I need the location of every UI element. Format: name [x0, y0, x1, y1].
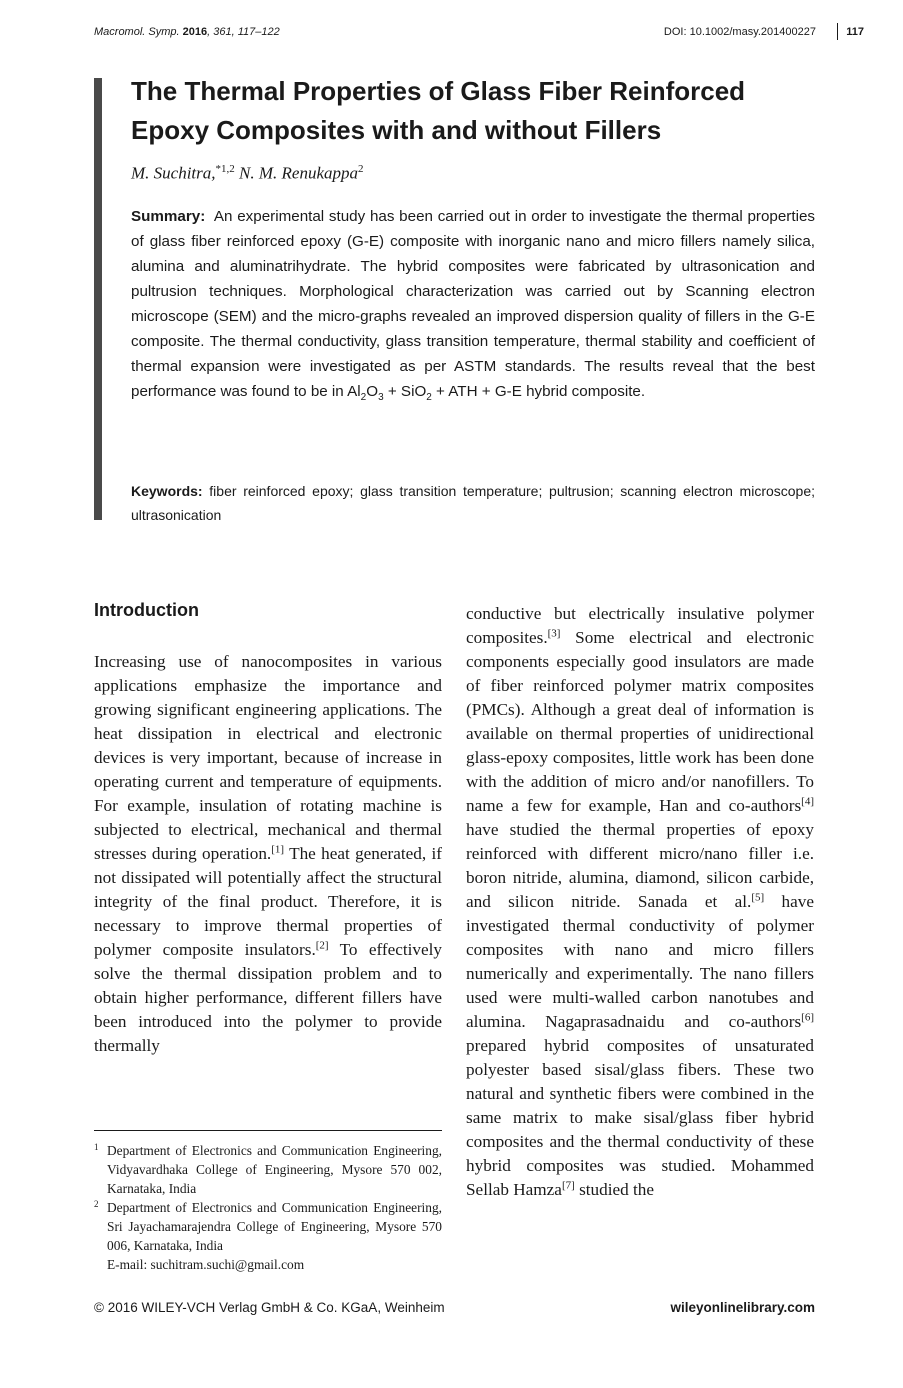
footnote-divider [94, 1130, 442, 1131]
body-text-right-column: conductive but electrically insulative polymer composites.[3] Some electrical and electronic components especially good insulators are made of fiber reinforced polymer matrix composites (PMCs). Although a great deal of information is available on thermal properties of unidirectional glass-epoxy composites, little work has been done with the addition of micro and/or nanofillers. To name a few for example, Han and co-authors[4] have studied the thermal properties of epoxy reinforced with different micro/nano filler i.e. boron nitride, alumina, diamond, silicon carbide, and silicon nitride. Sanada et al.[5] have investigated thermal conductivity of polymer composites with nano and micro fillers numerically and experimentally. The nano fillers used were multi-walled carbon nanotubes and alumina. Nagaprasadnaidu and co-authors[6] prepared hybrid composites of unsaturated polyester based sisal/glass fibers. These two natural and synthetic fibers were combined in the same matrix to make sisal/glass fiber hybrid composites and the thermal conductivity of these hybrid composites was studied. Mohammed Sellab Hamza[7] studied the [466, 604, 814, 1199]
publisher-website-link[interactable]: wileyonlinelibrary.com [670, 1300, 815, 1315]
citation-ref[interactable]: [3] [547, 627, 561, 640]
citation-ref[interactable]: [5] [751, 891, 765, 904]
author-affiliation-mark: *1,2 [215, 163, 235, 175]
doi-text: DOI: 10.1002/masy.201400227 [663, 26, 816, 38]
footnote-email[interactable]: E-mail: suchitram.suchi@gmail.com [107, 1257, 305, 1272]
section-heading-introduction: Introduction [94, 600, 199, 620]
keywords-label: Keywords: [131, 483, 203, 499]
journal-name: Macromol. Symp. [94, 26, 180, 38]
summary-formula: $Al_2O_3 + SiO_2$ + ATH + G-E hybrid composite. [347, 383, 646, 404]
journal-year: 2016 [182, 26, 208, 38]
body-text-left-column: Increasing use of nanocomposites in various applications emphasize the importance and growing significant engineering applications. The heat dissipation in electrical and electronic devices is very important, because of increase in operating current and temperature of equipments. For example, insulation of rotating machine is subjected to electrical, mechanical and thermal stresses during operation.[1] The heat generated, if not dissipated will potentially affect the structural integrity of the final product. Therefore, it is necessary to improve thermal properties of polymer composite insulators.[2] To effectively solve the thermal dissipation problem and to obtain higher performance, different fillers have been introduced into the polymer to provide thermally [94, 652, 443, 1055]
keywords-text: fiber reinforced epoxy; glass transition temperature; pultrusion; scanning electron microscope; ultrasonication [131, 483, 816, 523]
citation-ref[interactable]: [7] [561, 1179, 575, 1192]
footnote-affiliation-1: 1 Department of Electronics and Communication Engineering, Vidyavardhaka College of Engineering, Mysore 570 002, Karnataka, India [94, 1141, 442, 1198]
page-number: 117 [846, 26, 864, 38]
running-header [94, 26, 866, 42]
citation-ref[interactable]: [4] [801, 795, 814, 808]
citation-ref[interactable]: [6] [801, 1011, 814, 1024]
footnote-mark: 2 [94, 1199, 99, 1209]
author-name: N. M. Renukappa [234, 163, 359, 183]
header-divider [837, 23, 839, 40]
copyright-notice: © 2016 WILEY-VCH Verlag GmbH & Co. KGaA, Weinheim [94, 1300, 445, 1315]
article-title: The Thermal Properties of Glass Fiber Reinforced Epoxy Composites with and without Fillers [131, 76, 746, 145]
footnotes [94, 1141, 442, 1274]
journal-volume-pages: , 361, 117–122 [207, 26, 280, 38]
author-name: M. Suchitra, [131, 163, 216, 183]
author-affiliation-mark: 2 [358, 163, 364, 175]
summary-text: An experimental study has been carried out in order to investigate the thermal properties of glass fiber reinforced epoxy (G-E) composite with inorganic nano and micro fillers namely silica, alumina and aluminatrihydrate. The hybrid composites were fabricated by ultrasonication and pultrusion techniques. Morphological characterization was carried out by Scanning electron microscope (SEM) and the micro-graphs revealed an improved dispersion quality of fillers in the G-E composite. The thermal conductivity, glass transition temperature, thermal stability and coefficient of thermal expansion were investigated as per ASTM standards. The results reveal that the best performance was found to be in [131, 208, 815, 400]
summary-label: Summary: [131, 208, 206, 225]
keywords-paragraph [131, 479, 815, 527]
footnote-mark: 1 [94, 1142, 99, 1152]
citation-ref[interactable]: [1] [271, 843, 285, 856]
summary-paragraph [131, 204, 815, 410]
author-list [131, 163, 364, 184]
abstract-accent-bar [94, 78, 102, 520]
journal-citation [94, 26, 280, 38]
footnote-affiliation-2: 2 Department of Electronics and Communication Engineering, Sri Jayachamarajendra College of Engineering, Mysore 570 006, Karnataka, India [94, 1198, 442, 1255]
citation-ref[interactable]: [2] [315, 939, 329, 952]
